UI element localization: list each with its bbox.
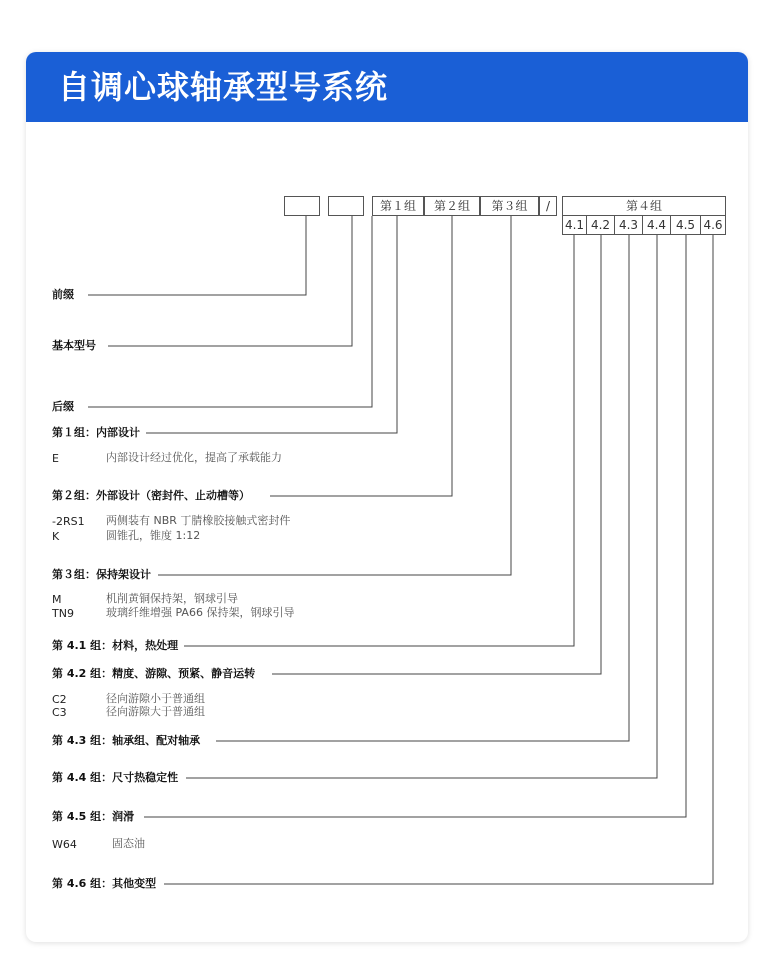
group41-box: 4.1: [562, 215, 587, 235]
group42-desc-1: 径向游隙小于普通组: [106, 692, 205, 705]
group1-code: E: [52, 452, 59, 465]
prefix-label: 前缀: [52, 288, 80, 302]
connector-group1: [140, 216, 397, 433]
slash-box: /: [539, 196, 557, 216]
group3-desc-2: 玻璃纤维增强 PA66 保持架，钢球引导: [106, 606, 295, 619]
basic-designation-label: 基本型号: [52, 339, 102, 353]
group3-code-2: TN9: [52, 607, 74, 620]
page-title: 自调心球轴承型号系统: [58, 68, 389, 106]
basic-designation-box: [328, 196, 364, 216]
suffix-label: 后缀: [52, 400, 80, 414]
group2-desc-1: 两侧装有 NBR 丁腈橡胶接触式密封件: [106, 514, 291, 527]
group3-label: 第３组：保持架设计: [52, 568, 157, 582]
group2-desc-2: 圆锥孔，锥度 1:12: [106, 529, 201, 542]
group4-box: 第４组: [562, 196, 726, 216]
connector-prefix: [88, 216, 306, 295]
group45-box: 4.5: [670, 215, 701, 235]
connector-group44: [186, 235, 657, 778]
group3-code-1: M: [52, 593, 62, 606]
group42-box: 4.2: [586, 215, 615, 235]
group1-label: 第１组：内部设计: [52, 426, 146, 440]
group1-box: 第１组: [372, 196, 424, 216]
connector-group41: [184, 235, 574, 646]
group46-box: 4.6: [700, 215, 726, 235]
group45-code: W64: [52, 838, 77, 851]
group46-label: 第 4.6 组：其他变型: [52, 877, 162, 891]
prefix-box: [284, 196, 320, 216]
group45-label: 第 4.5 组：润滑: [52, 810, 140, 824]
group43-box: 4.3: [614, 215, 643, 235]
group3-desc-1: 机削黄铜保持架，钢球引导: [106, 592, 238, 605]
group2-label: 第２组：外部设计（密封件、止动槽等）: [52, 489, 256, 503]
group2-code-2: K: [52, 530, 60, 543]
group44-label: 第 4.4 组：尺寸热稳定性: [52, 771, 184, 785]
group2-box: 第２组: [424, 196, 480, 216]
group3-box: 第３组: [480, 196, 539, 216]
group42-desc-2: 径向游隙大于普通组: [106, 705, 205, 718]
group2-code-1: -2RS1: [52, 515, 85, 528]
group42-code-1: C2: [52, 693, 67, 706]
connector-group46: [164, 235, 713, 884]
connector-suffix: [88, 216, 372, 407]
group45-desc: 固态油: [112, 837, 145, 850]
group1-desc: 内部设计经过优化，提高了承载能力: [106, 451, 282, 464]
group43-label: 第 4.3 组：轴承组、配对轴承: [52, 734, 206, 748]
group42-code-2: C3: [52, 706, 67, 719]
connector-group43: [216, 235, 629, 741]
connector-group2: [270, 216, 452, 496]
designation-card: [26, 52, 748, 942]
group44-box: 4.4: [642, 215, 671, 235]
connector-group42: [272, 235, 601, 674]
group41-label: 第 4.1 组：材料，热处理: [52, 639, 184, 653]
group42-label: 第 4.2 组：精度、游隙、预紧、静音运转: [52, 667, 261, 681]
connector-basic: [108, 216, 352, 346]
